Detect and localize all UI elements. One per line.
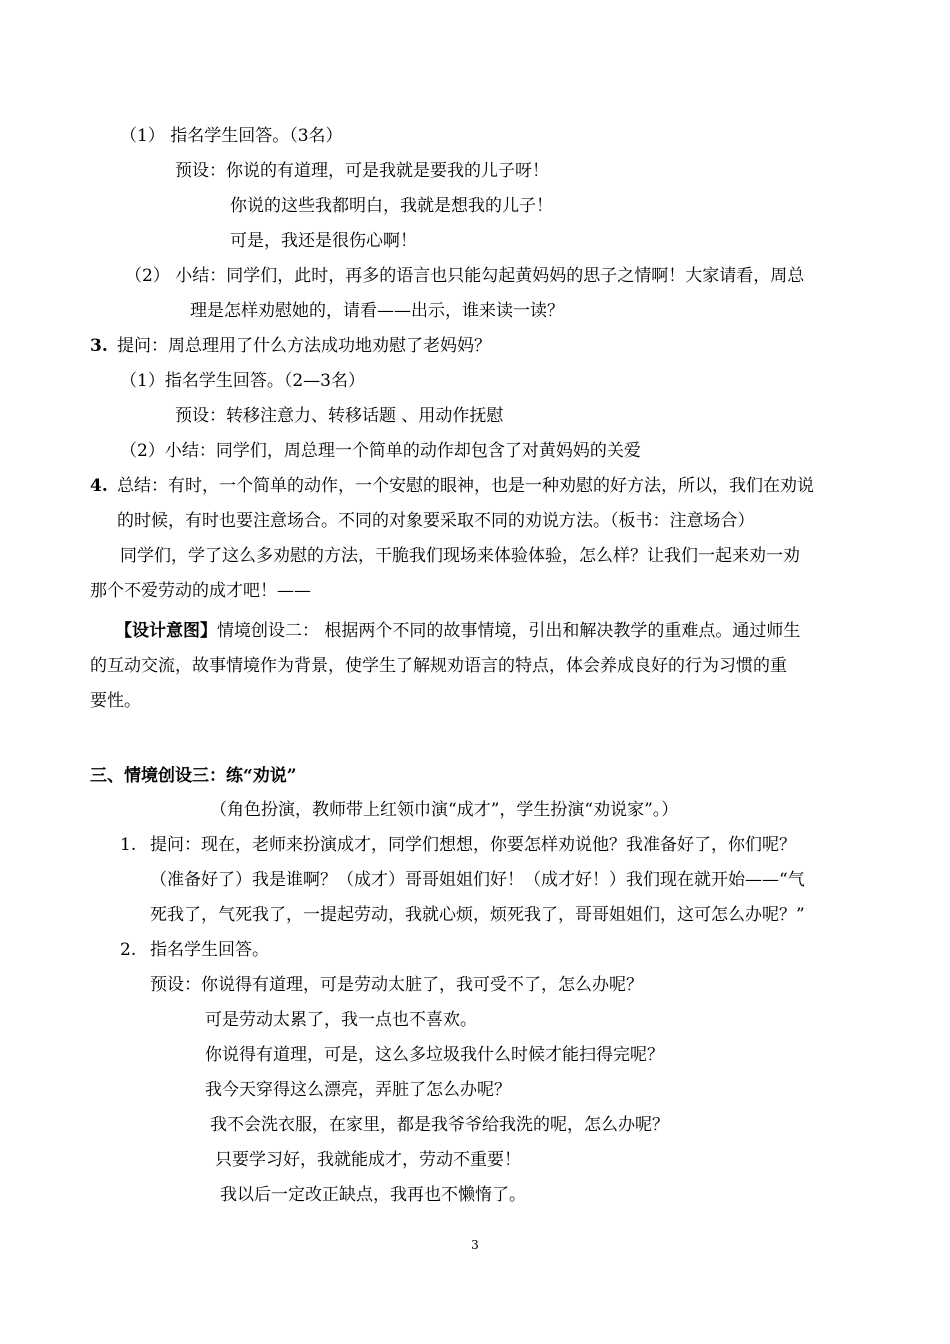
text-line: 预设：转移注意力、转移话题 、用动作抚慰 (175, 406, 504, 426)
text-line: 预设：你说得有道理，可是劳动太脏了，我可受不了，怎么办呢？ (150, 975, 643, 995)
text-line: （1）指名学生回答。（2—3名） (120, 371, 365, 391)
list-number: 3. (90, 336, 108, 356)
text-line: （1） 指名学生回答。（3名） (120, 126, 343, 146)
page-number: 3 (471, 1238, 479, 1252)
text-line: 同学们，学了这么多劝慰的方法，干脆我们现场来体验体验，怎么样？让我们一起来劝一劝 (120, 546, 800, 566)
list-number: 4. (90, 476, 108, 496)
list-number: 2. (120, 940, 137, 960)
text-line: 可是，我还是很伤心啊！ (230, 231, 417, 251)
text-line: 理是怎样劝慰她的，请看——出示，谁来读一读？ (190, 301, 564, 321)
text-line: 的互动交流，故事情境作为背景，使学生了解规劝语言的特点，体会养成良好的行为习惯的重 (90, 656, 787, 676)
text-line: 你说的这些我都明白，我就是想我的儿子！ (230, 196, 553, 216)
text-line: 提问：周总理用了什么方法成功地劝慰了老妈妈？ (117, 336, 491, 356)
text-line: 死我了，气死我了，一提起劳动，我就心烦，烦死我了，哥哥姐姐们，这可怎么办呢？” (150, 905, 805, 925)
text-line: 你说得有道理，可是，这么多垃圾我什么时候才能扫得完呢？ (205, 1045, 664, 1065)
text-line: （准备好了）我是谁啊？（成才）哥哥姐姐们好！（成才好！）我们现在就开始——“气 (150, 870, 805, 890)
design-intent-line (115, 619, 800, 643)
text-line: 那个不爱劳动的成才吧！—— (90, 581, 311, 601)
text-line: （角色扮演，教师带上红领巾演“成才”，学生扮演“劝说家”。） (210, 800, 679, 820)
text-line: 我今天穿得这么漂亮，弄脏了怎么办呢？ (205, 1080, 511, 1100)
text-line: 要性。 (90, 691, 141, 711)
text-line: 只要学习好，我就能成才，劳动不重要！ (215, 1150, 521, 1170)
text-line: 指名学生回答。 (150, 940, 269, 960)
text-line: 总结：有时，一个简单的动作，一个安慰的眼神，也是一种劝慰的好方法，所以，我们在劝说 (117, 476, 814, 496)
text-line: 我不会洗衣服，在家里，都是我爷爷给我洗的呢，怎么办呢？ (210, 1115, 669, 1135)
design-intent-label: 【设计意图】 (115, 621, 217, 641)
section-heading: 三、情境创设三：练“劝说” (90, 766, 297, 786)
text-line: 提问：现在，老师来扮演成才，同学们想想，你要怎样劝说他？我准备好了，你们呢？ (150, 835, 796, 855)
list-number: 1. (120, 835, 137, 855)
text-line: 的时候，有时也要注意场合。不同的对象要采取不同的劝说方法。（板书：注意场合） (117, 511, 755, 531)
text-line: 预设：你说的有道理，可是我就是要我的儿子呀！ (175, 161, 549, 181)
design-intent-text: 情境创设二： 根据两个不同的故事情境，引出和解决教学的重难点。通过师生 (217, 621, 801, 641)
text-line: 可是劳动太累了，我一点也不喜欢。 (205, 1010, 477, 1030)
text-line: （2） 小结：同学们，此时，再多的语言也只能勾起黄妈妈的思子之情啊！大家请看，周总 (125, 266, 805, 286)
text-line: （2）小结：同学们，周总理一个简单的动作却包含了对黄妈妈的关爱 (120, 441, 641, 461)
text-line: 我以后一定改正缺点，我再也不懒惰了。 (220, 1185, 526, 1205)
